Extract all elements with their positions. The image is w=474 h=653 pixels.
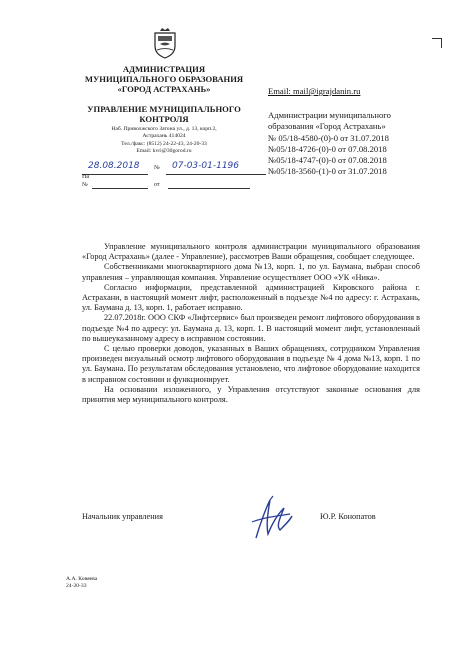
organization-name bbox=[66, 64, 262, 94]
addressee-email[interactable]: Email: mail@igrajdanin.ru bbox=[268, 86, 361, 96]
addressee-line: №05/18-4747-(0)-0 от 07.08.2018 bbox=[268, 155, 387, 166]
dept-line: УПРАВЛЕНИЕ МУНИЦИПАЛЬНОГО bbox=[87, 104, 241, 114]
from-label: от bbox=[154, 182, 160, 188]
corner-mark bbox=[432, 38, 442, 48]
body-paragraph: 22.07.2018г. ООО СКФ «Лифтсервис» был произведен ремонт лифтового оборудования в подъезде №4 по адресу: ул. Баумана д. 13, корп. 1. В настоящий момент лифт, установленный по вышеуказанному адресу в исправном состоянии. bbox=[82, 313, 421, 343]
on-label: На bbox=[82, 174, 89, 180]
org-line: АДМИНИСТРАЦИЯ bbox=[122, 64, 206, 74]
handwritten-signature bbox=[246, 494, 296, 546]
department-name bbox=[66, 104, 262, 124]
addressee-line: №05/18-4726-(0)-0 от 07.08.2018 bbox=[268, 143, 387, 154]
no-label: № bbox=[82, 182, 88, 188]
addressee-line: Администрации муниципального bbox=[268, 110, 391, 120]
executor-name: А.А. Ковяева bbox=[66, 576, 98, 582]
coat-of-arms-icon bbox=[152, 27, 178, 59]
handwritten-date: 28.08.2018 bbox=[88, 161, 140, 171]
number-label: № bbox=[154, 165, 160, 171]
org-line: «ГОРОД АСТРАХАНЬ» bbox=[117, 84, 211, 94]
address-line: Наб. Приволжского Затона ул., д. 13, корп.2, bbox=[111, 126, 217, 132]
reference-block bbox=[82, 161, 266, 188]
signatory-position: Начальник управления bbox=[82, 512, 163, 521]
letter-body bbox=[82, 242, 420, 405]
executor-phone: 24-20-33 bbox=[66, 583, 87, 590]
addressee-line: № 05/18-4580-(0)-0 от 31.07.2018 bbox=[268, 132, 389, 143]
body-paragraph: На основании изложенного, у Управления отсутствуют законные основания для принятия мер муниципального контроля. bbox=[82, 384, 420, 405]
signatory-name: Ю.Р. Конопатов bbox=[320, 512, 376, 521]
address-line: Email: kvri@30gorod.ru bbox=[136, 147, 192, 154]
address-line: Тел./факс: (8512) 24-22-43, 24-20-33 bbox=[121, 140, 207, 147]
body-paragraph: Управление муниципального контроля администрации муниципального образования «Город Астрахань» (далее - Управление), рассмотрев Ваши обращения, сообщает следующее. bbox=[82, 242, 420, 262]
body-paragraph: С целью проверки доводов, указанных в Ваших обращениях, сотрудником Управления произведен визуальный осмотр лифтового оборудования в подъезде № 4 дома №13, корп. 1 по ул. Баумана. По результатам обследования установлено, что лифтовое оборудование находится в исправном состоянии и функционирует. bbox=[82, 344, 420, 384]
addressee-line: образования «Город Астрахань» bbox=[268, 121, 386, 132]
body-paragraph: Собственниками многоквартирного дома №13, корп. 1, по ул. Баумана, выбран способ управления – управляющая компания. Управление осуществляет ООО «УК «Ника». bbox=[82, 262, 420, 282]
address-line: Астрахань 414024 bbox=[142, 133, 186, 140]
handwritten-number: 07-03-01-1196 bbox=[172, 161, 240, 171]
department-address bbox=[66, 126, 262, 155]
body-paragraph: Согласно информации, представленной администрацией Кировского района г. Астрахани, в настоящий момент лифт, расположенный в подъезде №4 по адресу: г. Астрахань, ул. Баумана д. 13, корп. 1, работает исправно. bbox=[82, 282, 420, 313]
org-line: МУНИЦИПАЛЬНОГО ОБРАЗОВАНИЯ bbox=[84, 74, 244, 84]
executor-block bbox=[66, 576, 97, 591]
addressee-block bbox=[268, 110, 391, 178]
dept-line: КОНТРОЛЯ bbox=[139, 114, 189, 124]
addressee-line: №05/18-3560-(1)-0 от 31.07.2018 bbox=[268, 166, 387, 177]
